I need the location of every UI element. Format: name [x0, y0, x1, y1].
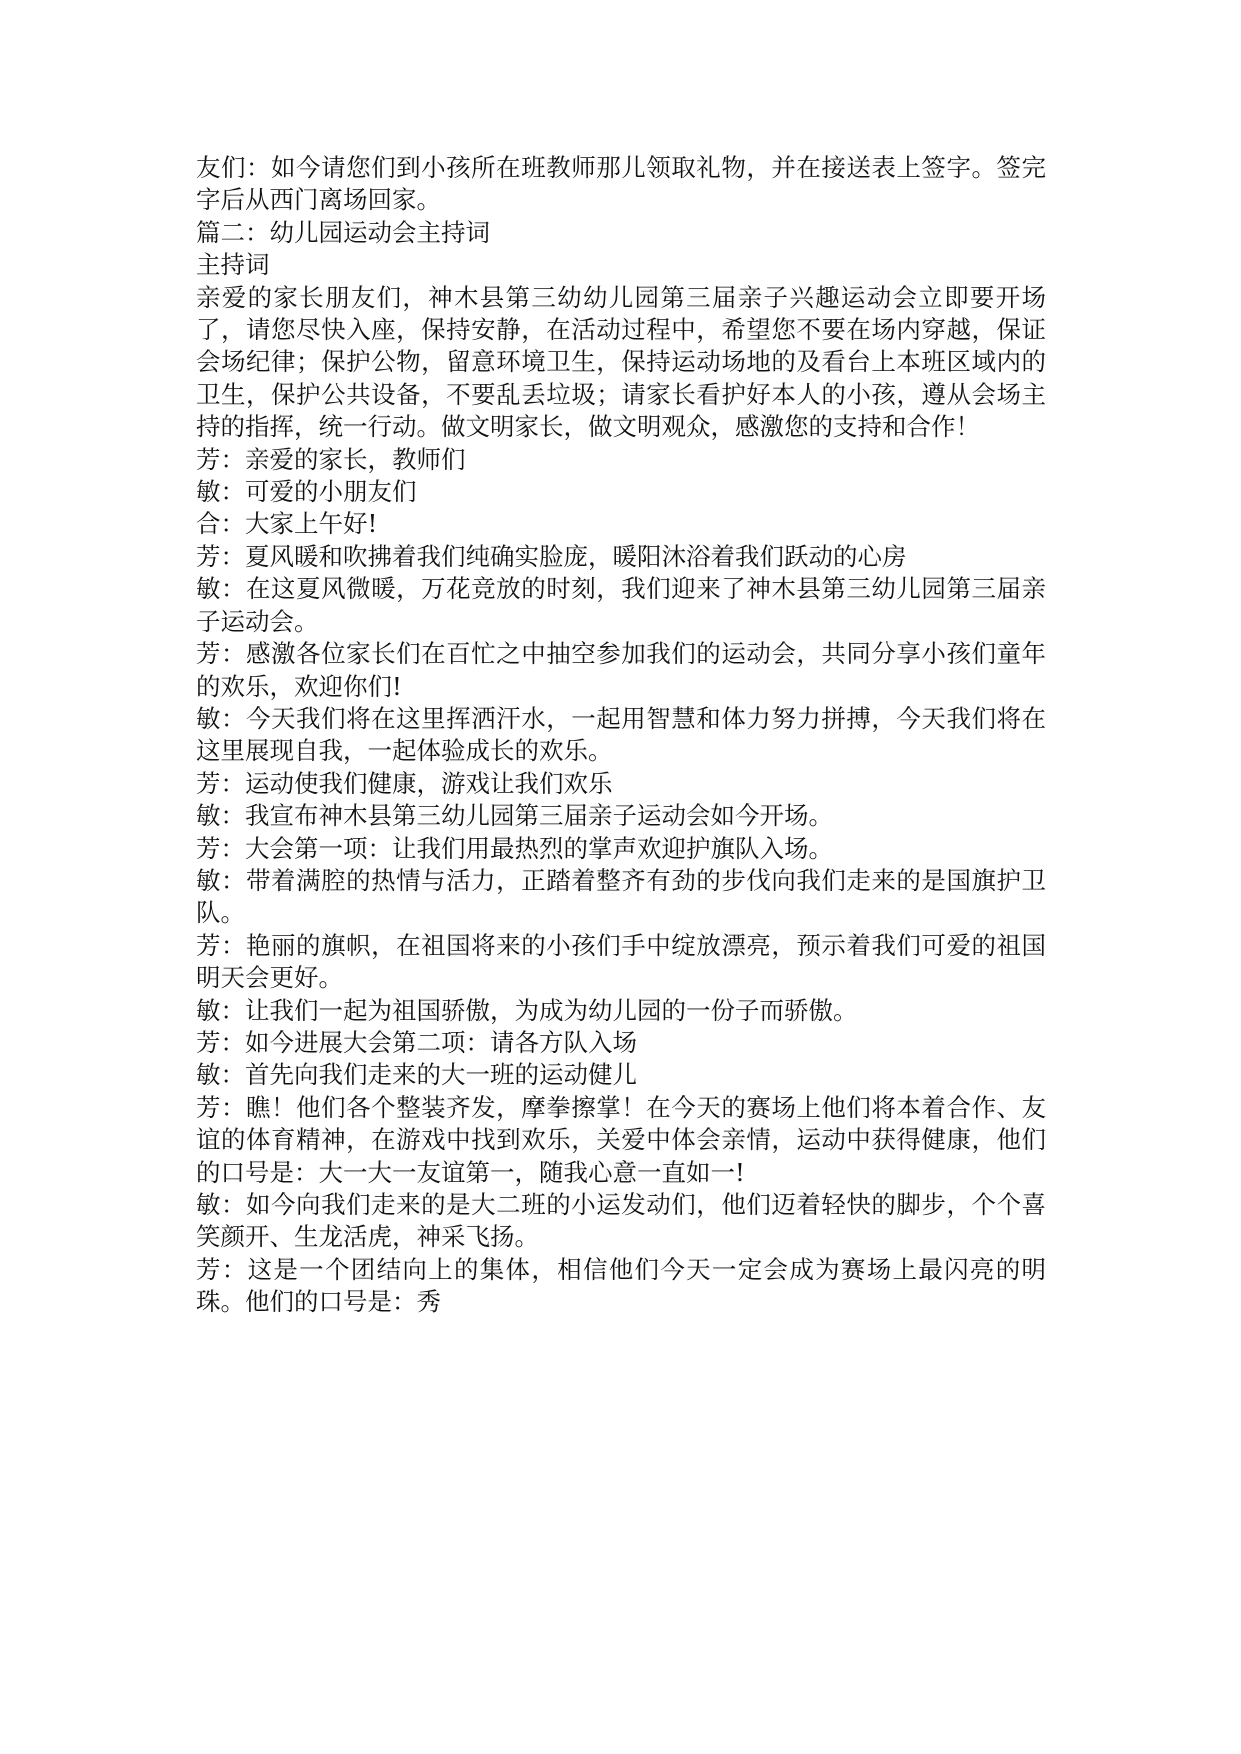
dialogue-line: 合：大家上午好!	[196, 509, 378, 539]
dialogue-line: 敏：可爱的小朋友们	[196, 477, 417, 507]
section-heading: 篇二：幼儿园运动会主持词	[196, 217, 490, 247]
paragraph-opening-notice: 亲爱的家长朋友们，神木县第三幼幼儿园第三届亲子兴趣运动会立即要开场了，请您尽快入座，保持安静，在活动过程中，希望您不要在场内穿越，保证会场纪律；保护公物，留意环境卫生，保持运动场地的及看台上本班区域内的卫生，保护公共设备，不要乱丢垃圾；请家长看护好本人的小孩，遵从会场主持的指挥，统一行动。做文明家长，做文明观众，感激您的支持和合作！	[196, 282, 1046, 442]
dialogue-line: 芳：感激各位家长们在百忙之中抽空参加我们的运动会，共同分享小孩们童年的欢乐，欢迎你们!	[196, 639, 1046, 701]
paragraph-closing-notice: 友们：如今请您们到小孩所在班教师那儿领取礼物，并在接送表上签字。签完字后从西门离场回家。	[196, 153, 1046, 215]
dialogue-line: 芳：艳丽的旗帜，在祖国将来的小孩们手中绽放漂亮，预示着我们可爱的祖国明天会更好。	[196, 930, 1046, 993]
document-body	[196, 152, 1046, 1319]
dialogue-line: 敏：在这夏风微暖，万花竞放的时刻，我们迎来了神木县第三幼儿园第三届亲子运动会。	[196, 574, 1046, 636]
dialogue-line: 芳：瞧！他们各个整装齐发，摩拳擦掌！在今天的赛场上他们将本着合作、友谊的体育精神，在游戏中找到欢乐，关爱中体会亲情，运动中获得健康，他们的口号是：大一大一友谊第一，随我心意一直如一!	[196, 1092, 1046, 1187]
dialogue-line: 芳：亲爱的家长，教师们	[196, 444, 466, 474]
dialogue-line: 芳：如今进展大会第二项：请各方队入场	[196, 1027, 637, 1057]
dialogue-line: 芳：运动使我们健康，游戏让我们欢乐	[196, 768, 613, 798]
subheading: 主持词	[196, 250, 270, 280]
dialogue-line: 芳：夏风暖和吹拂着我们纯确实脸庞，暖阳沐浴着我们跃动的心房	[196, 541, 907, 571]
dialogue-line: 敏：首先向我们走来的大一班的运动健儿	[196, 1060, 637, 1090]
dialogue-line: 敏：今天我们将在这里挥洒汗水，一起用智慧和体力努力拼搏，今天我们将在这里展现自我，一起体验成长的欢乐。	[196, 703, 1046, 766]
dialogue-line: 芳：大会第一项：让我们用最热烈的掌声欢迎护旗队入场。	[196, 833, 833, 863]
dialogue-line: 敏：让我们一起为祖国骄傲，为成为幼儿园的一份子而骄傲。	[196, 995, 858, 1025]
dialogue-line: 芳：这是一个团结向上的集体，相信他们今天一定会成为赛场上最闪亮的明珠。他们的口号是：秀	[196, 1254, 1046, 1317]
dialogue-line: 敏：如今向我们走来的是大二班的小运发动们，他们迈着轻快的脚步，个个喜笑颜开、生龙活虎，神采飞扬。	[196, 1190, 1046, 1252]
dialogue-line: 敏：带着满腔的热情与活力，正踏着整齐有劲的步伐向我们走来的是国旗护卫队。	[196, 865, 1046, 928]
dialogue-line: 敏：我宣布神木县第三幼儿园第三届亲子运动会如今开场。	[196, 801, 833, 831]
